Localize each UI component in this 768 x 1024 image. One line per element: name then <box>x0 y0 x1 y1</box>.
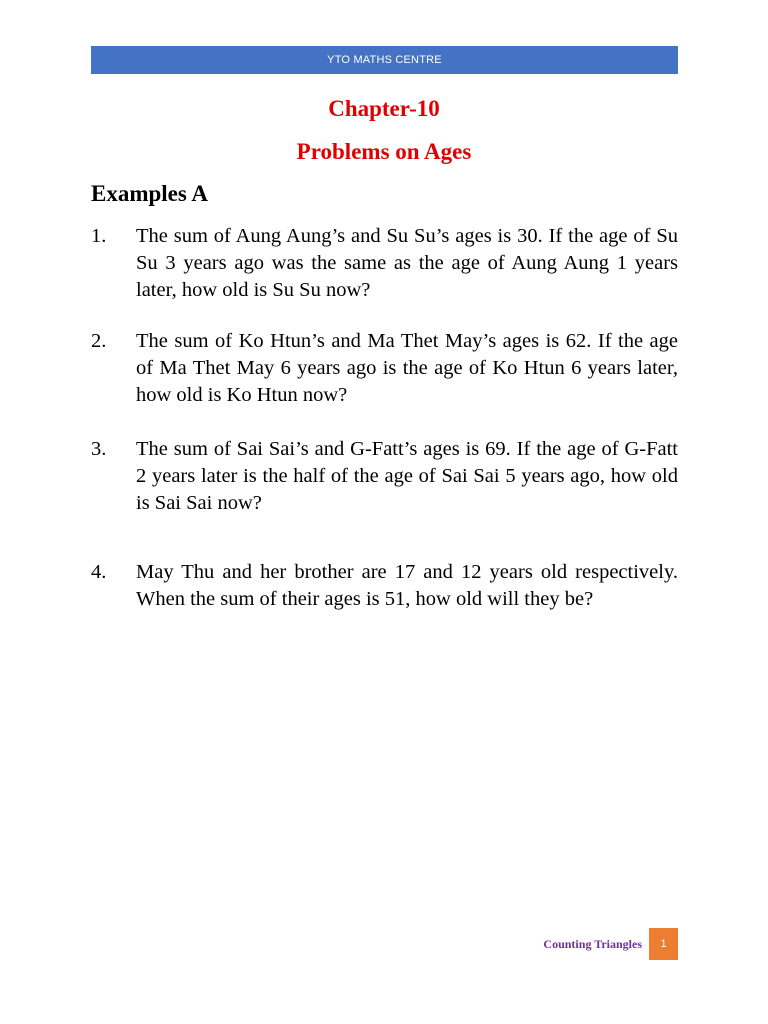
chapter-subtitle: Problems on Ages <box>296 139 472 164</box>
problem-text: The sum of Sai Sai’s and G-Fatt’s ages is 69. If the age of G-Fatt 2 years later is the half of the age of Sai Sai 5 years ago, how old is Sai Sai now? <box>136 438 678 514</box>
problem-item <box>91 223 678 304</box>
problem-number: 2. <box>91 330 107 352</box>
header-title: YTO MATHS CENTRE <box>327 54 442 66</box>
header-bar <box>91 46 678 74</box>
problem-number: 3. <box>91 438 107 460</box>
footer-label: Counting Triangles <box>543 937 642 951</box>
problem-number: 1. <box>91 225 107 247</box>
problem-item <box>91 436 678 517</box>
problem-item <box>91 328 678 409</box>
page-number: 1 <box>660 938 667 950</box>
page-number-badge <box>649 928 678 960</box>
problem-text: May Thu and her brother are 17 and 12 years old respectively. When the sum of their ages is 51, how old will they be? <box>136 561 678 610</box>
section-heading: Examples A <box>91 181 208 206</box>
problem-item <box>91 559 678 613</box>
chapter-title: Chapter-10 <box>328 96 440 121</box>
problem-text: The sum of Ko Htun’s and Ma Thet May’s ages is 62. If the age of Ma Thet May 6 years ago is the age of Ko Htun 6 years later, how old is Ko Htun now? <box>136 330 678 406</box>
problem-number: 4. <box>91 561 107 583</box>
problem-text: The sum of Aung Aung’s and Su Su’s ages is 30. If the age of Su Su 3 years ago was the same as the age of Aung Aung 1 years later, how old is Su Su now? <box>136 225 678 301</box>
